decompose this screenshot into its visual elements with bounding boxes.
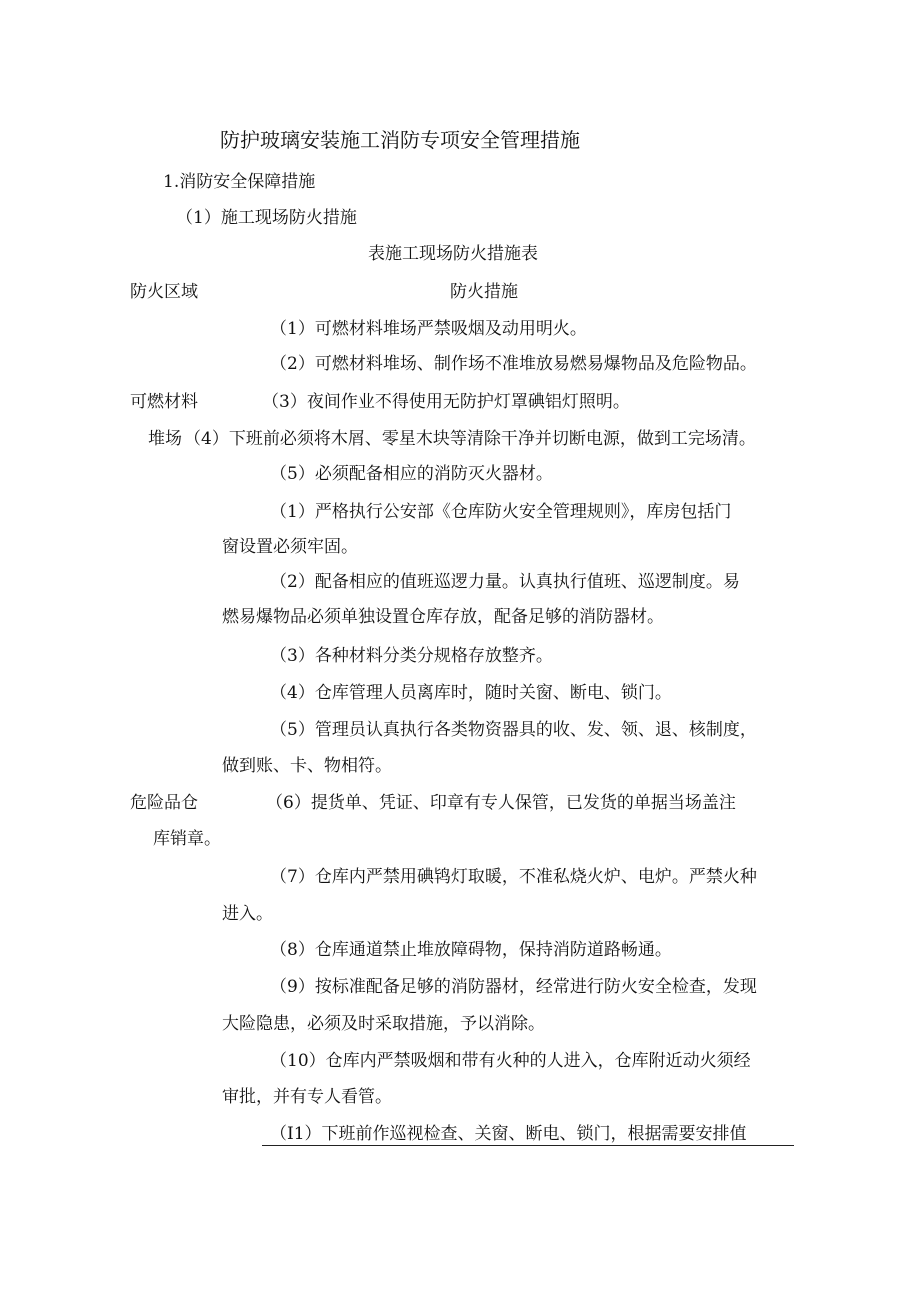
group1-item5: （5）必须配备相应的消防灭火器材。	[270, 464, 553, 484]
group2-item9-line1: （9）按标准配备足够的消防器材，经常进行防火安全检查，发现	[270, 977, 757, 997]
group2-area-line1: 危险品仓	[130, 793, 198, 813]
group2-item10-line2: 审批，并有专人看管。	[222, 1087, 392, 1107]
group1-item3: （3）夜间作业不得使用无防护灯罩碘铝灯照明。	[262, 392, 630, 412]
group2-item3: （3）各种材料分类分规格存放整齐。	[270, 646, 553, 666]
group1-area-line2: 堆场	[148, 429, 182, 449]
group1-area-line1: 可燃材料	[130, 392, 198, 412]
group2-item6-line1: （6）提货单、凭证、印章有专人保管，已发货的单据当场盖注	[266, 793, 736, 813]
subsection-heading: （1）施工现场防火措施	[176, 208, 357, 228]
table-header-measures: 防火措施	[450, 282, 518, 302]
group1-item2: （2）可燃材料堆场、制作场不准堆放易燃易爆物品及危险物品。	[270, 354, 757, 374]
group2-item11-line1: （I1）下班前作巡视检查、关窗、断电、锁门，根据需要安排值	[270, 1124, 747, 1144]
group1-item4: （4）下班前必须将木屑、零星木块等清除干净并切断电源，做到工完场清。	[184, 429, 756, 449]
group2-item5-line2: 做到账、卡、物相符。	[222, 756, 392, 776]
group2-item2-line1: （2）配备相应的值班巡逻力量。认真执行值班、巡逻制度。易	[270, 572, 740, 592]
group2-item7-line2: 进入。	[222, 904, 273, 924]
group2-item8: （8）仓库通道禁止堆放障碍物，保持消防道路畅通。	[270, 940, 672, 960]
group2-item5-line1: （5）管理员认真执行各类物资器具的收、发、领、退、核制度，	[270, 720, 757, 740]
document-title: 防护玻璃安装施工消防专项安全管理措施	[220, 128, 580, 152]
group2-item1-line2: 窗设置必须牢固。	[222, 537, 358, 557]
group2-item1-line1: （1）严格执行公安部《仓库防火安全管理规则》，库房包括门	[270, 502, 732, 522]
section-heading: 1.消防安全保障措施	[163, 172, 316, 192]
group2-item4: （4）仓库管理人员离库时，随时关窗、断电、锁门。	[270, 683, 672, 703]
group2-area-line2: 库销章。	[153, 829, 221, 849]
table-bottom-rule	[262, 1145, 794, 1146]
table-caption: 表施工现场防火措施表	[368, 244, 538, 264]
table-header-area: 防火区域	[130, 282, 198, 302]
group2-item9-line2: 大险隐患，必须及时采取措施，予以消除。	[222, 1014, 545, 1034]
group2-item10-line1: （10）仓库内严禁吸烟和带有火种的人进入，仓库附近动火须经	[270, 1051, 751, 1071]
group1-item1: （1）可燃材料堆场严禁吸烟及动用明火。	[270, 319, 587, 339]
group2-item7-line1: （7）仓库内严禁用碘鸨灯取暖，不准私烧火炉、电炉。严禁火种	[270, 867, 757, 887]
group2-item2-line2: 燃易爆物品必须单独设置仓库存放，配备足够的消防器材。	[222, 607, 664, 627]
